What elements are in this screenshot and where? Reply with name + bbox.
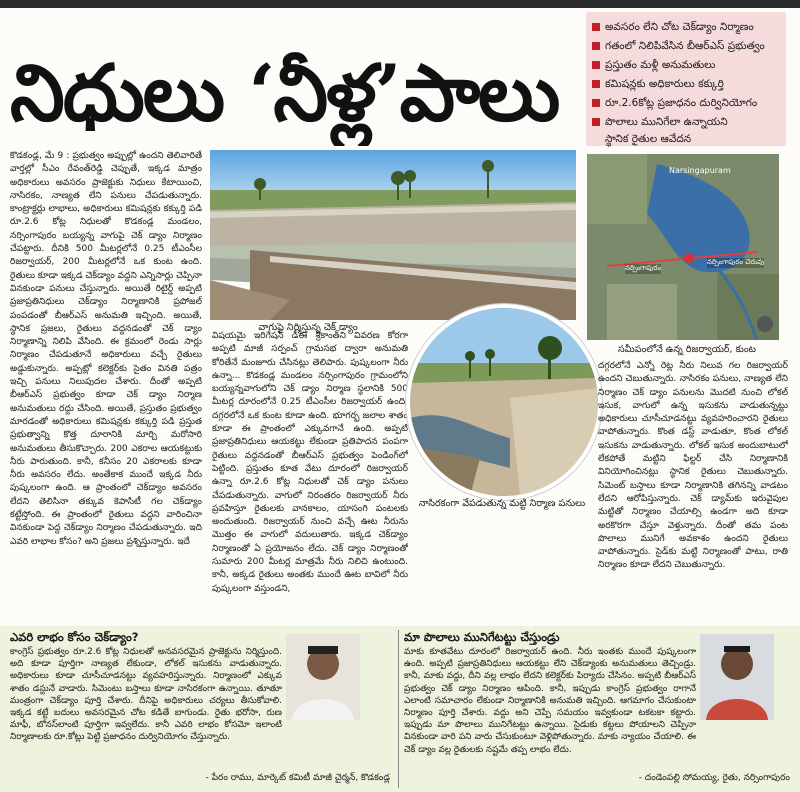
map-photo bbox=[587, 154, 779, 340]
article-column-3 bbox=[598, 360, 788, 618]
divider bbox=[398, 630, 399, 788]
highlight-item: గతంలో నిలిపివేసిన బీఆర్ఎస్ ప్రభుత్వం bbox=[592, 37, 786, 56]
highlight-item: రూ.2.6కోట్ల ప్రజాధనం దుర్వినియోగం bbox=[592, 94, 786, 113]
person-photo-right bbox=[700, 634, 774, 720]
earthwork-photo bbox=[406, 304, 602, 500]
article-text: దగ్గరలోనే ఎన్నో రెట్ల నీరు నిలువ గల రిజర్వాయర్ ఉందని చెబుతున్నారు. నాసిరకం పనులు, నాణ్యత లేని నిర్మాణం చెక్ డ్యాం పనులను మొదటి నుంచి లోకల్ ఇసుక, వాగులో ఉన్న ఇసుకను వాడుతున్నట్టు అధికారులు చూసీచూడనట్టు వ్యవహరించారని రైతులు వాపోతున్నారు. కొంత డస్ట్ వాడుతూ, కొంత లోకల్ ఇసుకను వాడుతున్నారు. లోకల్ ఇసుక అందుబాటులో లేకపోతే మట్టిని ఫిల్టర్ చేసి నిర్మాణానికి వినియోగించినట్లు స్థానిక రైతులు చెబుతున్నారు. సిమెంట్ బస్తాలు కూడా నిర్మాణానికి తగినన్ని వాడటం లేదని ఆరోపిస్తున్నారు. చెక్ డ్యామ్‌కు ఇరువైపుల మట్టితో నిర్మాణం చేయాల్సి ఉండగా అది కూడా అరకొరగా చేస్తూ వెళ్తున్నారు. దీంతో తమ పంట పొలాలు మునిగే అవకాశం ఉందని రైతులు వాపోతున్నారు. సైడ్‌కు మట్టి నిర్మాణంతో పాటు, రాతి నిర్మాణం కూడా లేదని చెబుతున్నారు. bbox=[598, 361, 788, 571]
map-label-village-te: నర్సింగాపురం bbox=[625, 264, 662, 272]
highlight-item: అవసరం లేని చోట చెక్‌డ్యాం నిర్మాణం bbox=[592, 18, 786, 37]
article-text: విషయమై ఇరిగేషన్ డీఈ శ్రీకాంత్‌ని వివరణ కోరగా అప్పటి మాజీ సర్పంచ్ గ్రామసభ ద్వారా అనుమతి కోరితేనే మంజూరు చేసినట్లు తెలిపారు. పుష్కలంగా నీరు ఉన్నా... కొడకండ్ల మండలం నర్సింగాపురం గ్రామంలోని బయ్యన్నవాగులోని చెక్ డ్యాం నిర్మాణ స్థలానికి 500 మీటర్ల దూరంలోనే 0.25 టీఎంసీల రిజర్వాయర్ ఉంది. దగ్గరలోనే ఒక కుంట కూడా ఉంది. భూగర్భ జలాల శాతం కూడా ఈ ప్రాంతంలో ఎక్కువగానే ఉంది. అప్పటి ప్రజాప్రతినిధులు ఆయకట్టు లేకుండా ప్రతిపాదన పంపగా రైతులు వద్దనడంతో బీఆర్ఎస్ ప్రభుత్వం పెండింగ్‌లో పెట్టింది. ప్రస్తుతం కూత వేటు దూరంలో రిజర్వాయర్ ఉన్నా రూ.2.6 కోట్ల నిధులతో చెక్ డ్యాం పనులు చేపడుతున్నారు. వాగులో నిరంతరం రిజర్వాయర్ నీరు ప్రవహిస్తూ రైతులకు వానకాలం, యాసంగి పంటలకు అందుతుంది. రిజర్వాయర్ నుంచి వచ్చే ఊట నీరును మొత్తం ఈ వాగులో వదులుతారు. ఇక్కడ చెక్‌డ్యాం నిర్మాణంతో ఏ ప్రయోజనం లేదు. చెక్ డ్యాం నిర్మాణంతో సుమారు 200 మీటర్ల మాత్రమే నీరు నిలిచి ఉంటుంది. కానీ, అక్కడ రైతులు అంతకు ముందే ఊట బావిలో నీరు పుష్కలంగా వస్తుండని, bbox=[212, 331, 408, 594]
left-box-signature: - పేరం రాము, మార్కెట్ కమిటీ మాజీ చైర్మన్, కొడకండ్ల bbox=[205, 773, 390, 783]
highlight-continuation: స్థానిక రైతుల ఆవేదన bbox=[605, 133, 692, 145]
top-bar bbox=[0, 0, 800, 8]
highlights-box bbox=[586, 12, 786, 146]
right-box-signature: - దండెంపల్లి సోమయ్య, రైతు, నర్సింగాపురం bbox=[638, 773, 790, 783]
highlight-item: ప్రస్తుతం మళ్లీ అనుమతులు bbox=[592, 56, 786, 75]
caption-map: సమీపంలోనే ఉన్న రిజర్వాయర్, కుంట bbox=[618, 344, 756, 355]
map-label-reservoir: నర్సింగాపురం చెరువు bbox=[707, 258, 765, 266]
highlight-item: పొలాలు మునిగేలా ఉన్నాయని bbox=[592, 113, 786, 132]
article-column-2b bbox=[412, 512, 572, 618]
article-column-1 bbox=[10, 150, 202, 618]
article-column-2 bbox=[212, 330, 408, 618]
highlight-item: కమిషన్లకు అధికారులు కక్కుర్తి bbox=[592, 75, 786, 94]
caption-main-photo: వాగుపై నిర్మిస్తున్న చెక్ డ్యాం bbox=[258, 322, 358, 333]
person-photo-left bbox=[286, 634, 360, 720]
check-dam-photo bbox=[210, 150, 576, 320]
caption-circle-photo: నాసిరకంగా వేపడుతున్న మట్టి నిర్మాణ పనులు bbox=[418, 498, 586, 509]
left-box-heading: ఎవరి లాభం కోసం చెక్‌డ్యాం? bbox=[10, 630, 139, 644]
headline: నిధులు ‘నీళ్ల’పాలు bbox=[10, 48, 559, 139]
map-label-village: Narsingapuram bbox=[669, 166, 731, 175]
article-text: కొడకండ్ల, మే 9 : ప్రభుత్వం అప్పుల్లో ఉందని తెలివారితే వార్తల్లో సీఎం రేవంత్‌రెడ్డి చెప్పుతే, ఇక్కడ మాత్రం అధికారులు అవసరం ప్రాజెక్టుకు నిధులు కేటాయించి, నాసిరకం, నాణ్యత లేని పనులు చేపడుతున్నారు. కాంట్రాక్టర్లు లాభాలు, అధికారులు కమిషన్లకు కక్కుర్తి పడి రూ.2.6 కోట్ల నిధులతో కొడకండ్ల మండలం, నర్సింగాపురం బయ్యన్న వాగుపై చెక్ డ్యాం నిర్మాణం చేపట్టారు. దీనికి 500 మీటర్లలోనే 0.25 టీఎంసీల రిజర్వాయర్, 200 మీటర్లలోనే ఒక కుంట ఉంది. రైతులు కూడా ఇక్కడ చెక్‌డ్యాం వద్దని ఎన్నిసార్లు చెప్పినా వినకుండా పనులు చేస్తున్నారు. అయితే రిటైర్డ్ అప్పటి ప్రజాప్రతినిధులు చెక్‌డ్యాం నిర్మాణానికి ప్రపోజల్ పంపడంతో బీఆర్ఎస్ అనుమతి ఇచ్చింది. అయితే, స్థానిక ప్రజలు, రైతులు వద్దనడంతో చెక్ డ్యాం నిర్మాణాన్ని నిలిపి వేసింది. ఈ క్రమంలో రెండు సార్లు నిర్మాణం చేపడుతూనే అధికారులు వచ్చే రైతులు అడ్డుకున్నారు. అప్పట్లో కలెక్టర్‌కు సైతం వినతి పత్రం ఇచ్చి పనులు నిలుపుదల చేశారు. దీంతో అప్పటి బీఆర్ఎస్ ప్రభుత్వం కూడా చెక్ డ్యాం నిర్మాణ అనుమతులు రద్దు చేసింది. అయితే, ప్రస్తుతం ప్రభుత్వం మారడంతో అధికారులు కమిషన్లకు కక్కుర్తి పడి ప్రస్తుత ప్రభుత్వాన్ని కొత్త దూరానికి మార్చి మరోసారి అనుమతులు తీసుకొచ్చారు. 200 ఎకరాల ఆయకట్టుకు నీరు పారుతుంది. కానీ, కనీసం 20 ఎకరాలకు కూడా నీరు అవసరం లేదు. అంతేకాక ముందే ఇక్కడ నీరు పుష్కలంగా ఉంది. ఆ ప్రాంతంలో చెక్‌డ్యాం అవసరం లేదని తెలిసినా తక్కువ కెపాసిటీ గల చెక్‌డ్యాం కట్టేస్తోంది. ఈ ప్రాంతంలో రైతులు వద్దని వారించినా వినకుండా పెద్ద చెక్‌డ్యాం నిర్మాణం చేపడుతున్నారు. ఇది ఎవరి లాభాల కోసం? అని ప్రజలు ప్రశ్నిస్తున్నారు. ఇదే bbox=[10, 151, 202, 547]
right-box-body: మాకు కూతవేటు దూరంలో రిజర్వాయర్ ఉంది. నీరు ఇంతకు ముందే పుష్కలంగా ఉంది. అప్పటి ప్రజాప్రతినిధులు ఆయకట్టు లేని చెక్‌డ్యాంకు అనుమతులు తెచ్చిండ్రు. కానీ, మాకు వద్దు, దీని వల్ల లాభం లేదని కలెక్టర్‌కు పిర్యాదు చేసినం. అప్పటి బీఆర్ఎస్ ప్రభుత్వం చెక్ డ్యాం నిర్మాణం ఆపింది. కానీ, ఇప్పుడు కాంగ్రెస్ ప్రభుత్వం రాగానే ఎలాంటి సమాచారం లేకుండా నిర్మాణానికి అనుమతి ఇచ్చింది. ఆగమాగం చేసుకుంటా నిర్మాణం పూర్తి చేశారు. వద్దు అని చెప్పే సమయం ఇవ్వకుండా టకటకా కట్టారు. ఇప్పుడు మా పొలాలు మునిగేటట్టు ఉన్నాయి. సైడుకు కట్టలు పోయాలని చెప్పినా వినకుండా వారి పని వారు చేసుకుంటూ వెళ్లిపోతున్నారు. మాకు న్యాయం చేయాలి. ఈ చెక్ డ్యాం వల్ల రైతులకు నష్టమే తప్ప లాభం లేదు. bbox=[404, 647, 696, 755]
left-box-body: కాంగ్రెస్ ప్రభుత్వం రూ.2.6 కోట్ల నిధులతో అనవసరమైన ప్రాజెక్టును నిర్మిస్తుంది. అది కూడా పూర్తిగా నాణ్యత లేకుండా, లోకల్ ఇసుకను వాడుతున్నారు. అధికారులు కూడా చూసీచూడనట్టు వ్యవహరిస్తున్నారు. నిర్మాణంలో ఎక్కువ శాతం డస్టునే వాడారు. సిమెంటు బస్తాలు కూడా నాసిరకంగా ఉన్నాయి. తూతూ మంత్రంగా చెక్‌డ్యాం పూర్తి చేశారు. దీనిపై అధికారులు చర్యలు తీసుకోవాలి. ఇక్కడ కట్టే బదులు అవసరమైన చోట కడితే బాగుండు. రైతు భరోసా, రుణ మాఫీ, బోనస్‌లాంటి పూర్తిగా ఇవ్వలేదు. కానీ ఎవరి లాభం కోసమో ఇలాంటి నిర్మాణాలకు రూ.కోట్లు పెట్టి ప్రజాధనం దుర్వినియోగం చేస్తున్నారు. bbox=[10, 647, 282, 743]
right-box-heading: మా పొలాలు మునిగేటట్టు చేస్తుండ్రు bbox=[404, 630, 560, 644]
